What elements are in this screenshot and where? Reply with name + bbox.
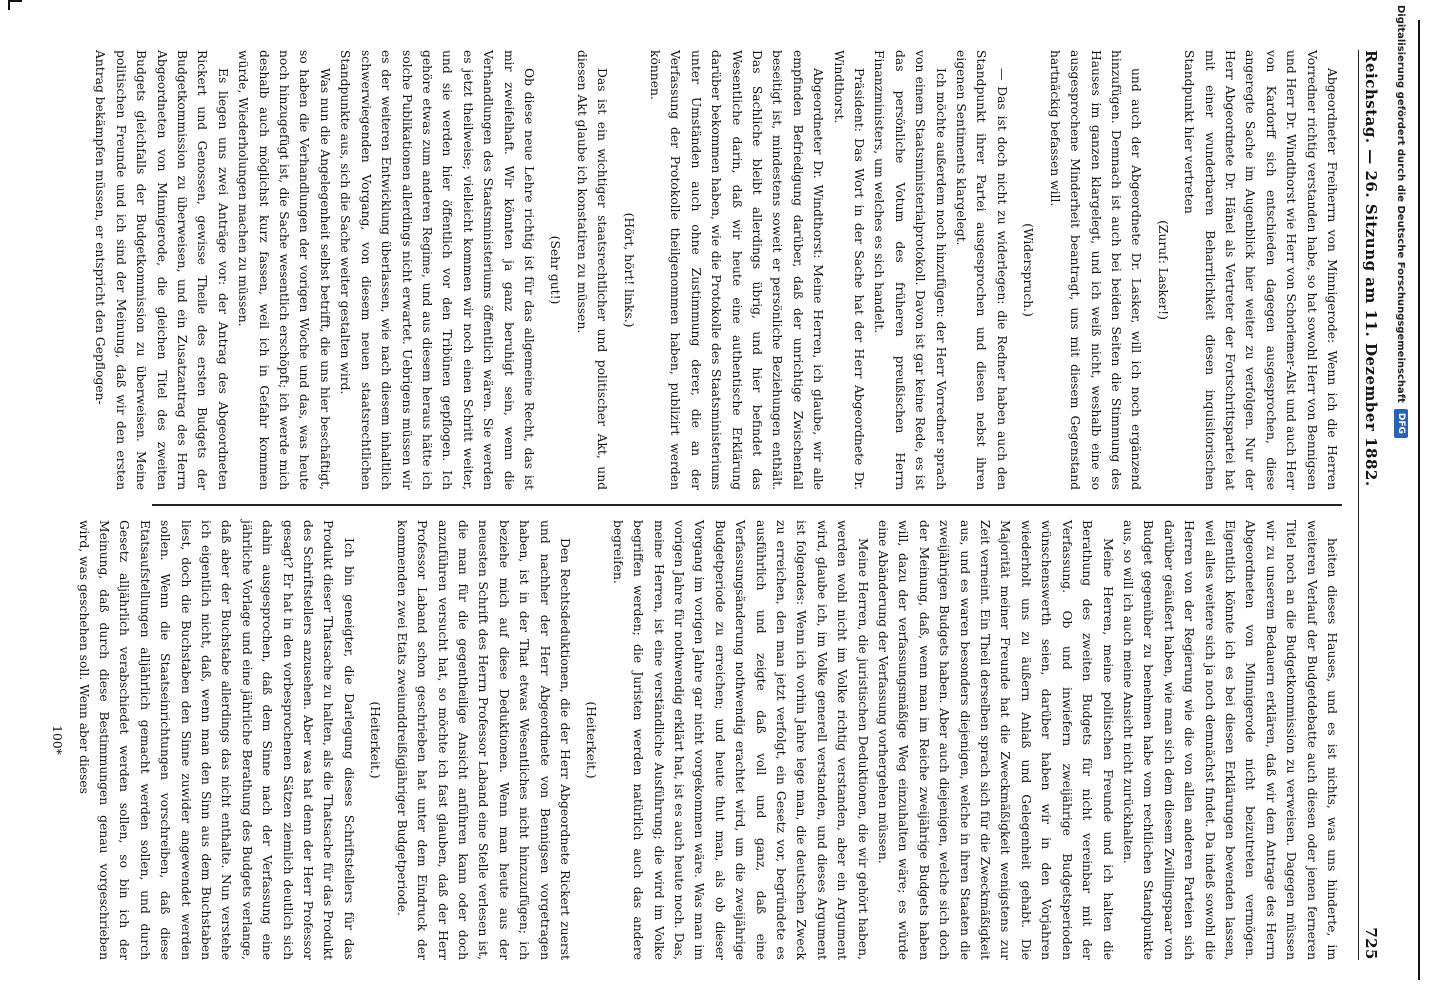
paragraph: Es liegen uns zwei Anträge vor: der Antrag des Abgeordneten Rickert und Genossen, gewisse Theile des ersten Budgets der Budgetkommission zu überweisen, und ein Zusatzantrag des Herrn Abgeordneten von Minnigerode, die gleichen Titel des zweiten Budgets gleichfalls der Budgetkommission zu überweisen. Meine politischen Freunde und ich sind der Meinung, daß wir den ersten Antrag bekämpfen müssen, er entspricht den Gepflogen- xyxy=(93,50,230,490)
stage-direction: (Hört, hört! links.) xyxy=(621,212,636,328)
paragraph: Abgeordneter Freiherrn von Minnigerode: Wenn ich die Herren Vorredner richtig verstanden habe, so hat sowohl Herr von Bennigsen und Herr Dr. Windthorst wie Herr von Schorlemer-Alst und auch Herr von Kardorff sich entschieden dagegen ausgesprochen, diese angeregte Sache im Augenblick hier weiter zu verfolgen. Nur der Herr Abgeordnete Dr. Hänel als Vertreter der Fortschrittspartei hat mit einer wunderbaren Beharrlichkeit diesen inquisitorischen Standpunkt hier vertreten xyxy=(1182,50,1339,490)
scan-corner-mark xyxy=(8,0,22,10)
digitization-credit xyxy=(1392,5,1410,745)
paragraph: Das ist ein wichtiger staatsrechtlicher und politischer Akt, und diesen Akt glaube ich konstatiren zu müssen. xyxy=(574,50,610,490)
scanned-page xyxy=(40,20,1420,980)
paragraph: — Das ist doch nicht zu widerlegen: die Redner haben auch den Standpunkt ihrer Partei ausgesprochen und diesen nebst ihren eigenen Sentiments klargelegt. xyxy=(954,50,1009,490)
paragraph: Ich bin geneigter, die Darlegung dieses Schriftstellers für das Produkt dieser Thatsache zu halten, als die Thatsache für das Produkt des Schriftstellers anzusehen. Aber was hat denn der Herr Professor gesagt? Er hat in den vorbesprochenen Sätzen ziemlich deutlich sich dahin ausgesprochen, daß dem Sinne nach der Verfassung eine jährliche Vorlage und eine jährliche Berathung des Budgets verlange, daß aber der Buchstabe allerdings das nicht enthalte. Nun verstehe ich eigentlich nicht, daß, wenn man den Sinn aus dem Buchstaben liest, doch die Buchstaben den Sinne zuwider angewendet werden sollen. Wenn die Staatseinrichtungen vorschreiben, daß diese Etatsaufstellungen alljährlich gemacht werden sollen, und durch Gesetz alljährlich verabschiedet werden sollen, so bin ich der Meinung, daß durch diese Bestimmungen genau vorgeschrieben wird, was geschehen soll. Wenn aber dieses xyxy=(76,520,356,960)
stage-direction: (Heiterkeit.) xyxy=(584,701,599,779)
paragraph: Ich möchte außerdem noch hinzufügen: der Herr Vorredner sprach von einem Staatsministerialprotokoll. Davon ist gar keine Rede, es ist das persönliche Votum des früheren preußischen Herrn Finanzministers, um welches es sich handelt. xyxy=(872,50,948,490)
stage-direction: (Widerspruch.) xyxy=(1021,223,1036,317)
left-column xyxy=(93,50,1342,504)
page-top-rule xyxy=(1418,20,1420,980)
paragraph: Was nun die Angelegenheit selbst betrifft, die uns hier beschäftigt, so haben die Verhandlungen der vorigen Woche und das, was heute noch hinzugefügt ist, die Sache wesentlich erschöpft; ich werde mich deshalb auch möglichst kurz fassen, weil ich in Gefahr kommen würde, Wiederholungen machen zu müssen. xyxy=(236,50,332,490)
right-column xyxy=(50,506,1342,960)
credit-text: Digitalisierung gefördert durch die Deutsche Forschungsgemeinschaft xyxy=(1395,5,1407,403)
paragraph: Den Rechtsdeduktionen, die der Herr Abgeordnete Rickert zuerst und nachher der Herr Abgeordnete von Bennigsen vorgetragen haben, ist in der That etwas Wesentliches nicht hinzuzufügen; ich beziehe mich auf diese Deduktionen. Wenn man heute aus der neuesten Schrift des Herrn Professor Laband eine Stelle verlesen ist, die man für die gegentheilige Ansicht anführen kann oder doch anzuführen versucht hat, so möchte ich fast glauben, daß der Herr Professor Laband schon geschrieben hat unter dem Eindruck der kommenden zwei Etats zweiunddreißigjähriger Budgetperiode. xyxy=(394,520,572,960)
paragraph: und auch der Abgeordnete Dr. Lasker, will ich noch ergänzend hinzufügen. Demnach ist auch bei beiden Seiten die Stimmung des Hauses im ganzen klargelegt, und ich weiß nicht, weshalb eine so ausgesprochene Minderheit beantragt, uns mit diesem Gegenstand hartnäckig befassen will. xyxy=(1047,50,1144,490)
sheet-signature: 100* xyxy=(50,725,65,755)
stage-direction: (Zuruf: Lasker!) xyxy=(1155,220,1170,320)
paragraph: Abgeordneter Dr. Windthorst: Meine Herren, ich glaube, wir alle empfinden Befriedigung darüber, daß der unrichtige Zwischenfall beseitigt ist, mindestens soweit er persönliche Beziehungen enthält. Das Sachliche bleibt allerdings übrig, und hier befindet das Wesentliche darin, daß wir heute eine authentische Erklärung darüber bekommen haben, wie die Protokolle des Staatsministeriums unter Umständen auch ohne Zustimmung derer, die an der Verfassung der Protokolle theilgenommen haben, publizirt werden können. xyxy=(648,50,826,490)
stage-direction: (Sehr gut!) xyxy=(548,235,563,305)
paragraph: Ob diese neue Lehre richtig ist für das allgemeine Recht, das ist mir zweifelhaft. Wir könnten ja ganz beruhigt sein, wenn die Verhandlungen des Staatsministeriums öffentlich wären. Sie werden es jetzt theilweise; vielleicht kommen wir noch einen Schritt weiter, und sie werden hier öffentlich vor den Tribünen gepflogen. Ich gehöre etwas zum anderen Regime, und aus diesem heraus hätte ich solche Publikationen allerdings nicht erwartet. Uebrigens müssen wir es der weiteren Entwicklung überlassen, wie nach diesem inhaltlich schwerwiegenden Vorgang, von diesem neuen staatsrechtlichen Standpunkte aus, sich die Sache weiter gestalten wird. xyxy=(338,50,536,490)
paragraph: Meine Herren, die juristischen Deduktionen, die wir gehört haben, werden wohl nicht im Volke richtig verstanden, aber ein Argument wird, glaube ich, im Volke generell verstanden, und dieses Argument ist folgendes: Wenn ich vorhin Jahre lege man, die deutschen Zweck zu erreichen, den man jetzt verfolgt, ein Gesetz vor, begründete es ausführlich und zeigte daß voll und ganz, daß eine Verfassungsänderung nothwendig erachtet wird, um die zweijährige Budgetperiode zu erreichen; und heute thut man, als ob dieser Vorgang im vorigen Jahre gar nicht vorgekommen wäre. Was man im vorigen Jahre für nothwendig erklärt hat, ist es auch heute noch. Das, meine Herren, ist eine verständliche Ausführung; die wird im Volke begriffen werden; die Juristen werden natürlich auch das andere begreifen. xyxy=(610,520,870,960)
header-title: Reichstag. — 26. Sitzung am 11. Dezember 1882. xyxy=(1362,50,1380,487)
dfg-badge: DFG xyxy=(1394,409,1408,438)
paragraph: Meine Herren, meine politischen Freunde und ich halten die Berathung des zweiten Budgets für nicht vereinbar mit der Verfassung. Ob und inwiefern zweijährige Budgetsperioden wünschenswerth seien, darüber haben wir in den Vorjahren wiederholt uns zu äußern Anlaß und Gelegenheit gehabt. Die Majorität meiner Freunde hat die Zweckmäßigkeit wenigstens zur Zeit verneint. Ein Theil derselben sprach sich für die Zweckmäßigkeit aus, und es waren besonders diejenigen, welche in ihren Staaten die zweijährigen Budgets haben. Aber auch diejenigen, welche sich doch der Meinung, daß, wenn man im Reiche zweijährige Budgets haben will, dazu der verfassungsmäßige Weg einzuhalten wäre; es würde eine Abänderung der Verfassung vorhergehen müssen. xyxy=(876,520,1115,960)
page-number: 725 xyxy=(1362,927,1380,960)
paragraph: Präsident: Das Wort in der Sache hat der Herr Abgeordnete Dr. Windthorst. xyxy=(831,50,867,490)
text-columns xyxy=(50,50,1342,960)
stage-direction: (Heiterkeit.) xyxy=(368,701,383,779)
page-header xyxy=(1358,50,1390,960)
paragraph: heiten dieses Hauses, und es ist nichts, was uns hinderte, im weiteren Verlauf der Budgetdebatte auch diesen oder jenen ferneren Titel noch an die Budgetkommission zu verweisen. Dagegen müssen wir zu unserem Bedauern erklären, daß wir dem Antrage des Herrn Abgeordneten von Minnigerode nicht beizutreten vermögen. Eigentlich könnte ich es bei diesen Erklärungen bewenden lassen, weil alles weitere sich ja noch demnächst findet. Da indeß sowohl die Herren von der Regierung wie die von allen anderen Parteien sich darüber geäußert haben, wie man sich dem diesem Zwillingspaar von Budget gegenüber zu benehmen habe vom rechtlichen Standpunkte aus, so will ich auch meine Ansicht nicht zurückhalten. xyxy=(1120,520,1339,960)
